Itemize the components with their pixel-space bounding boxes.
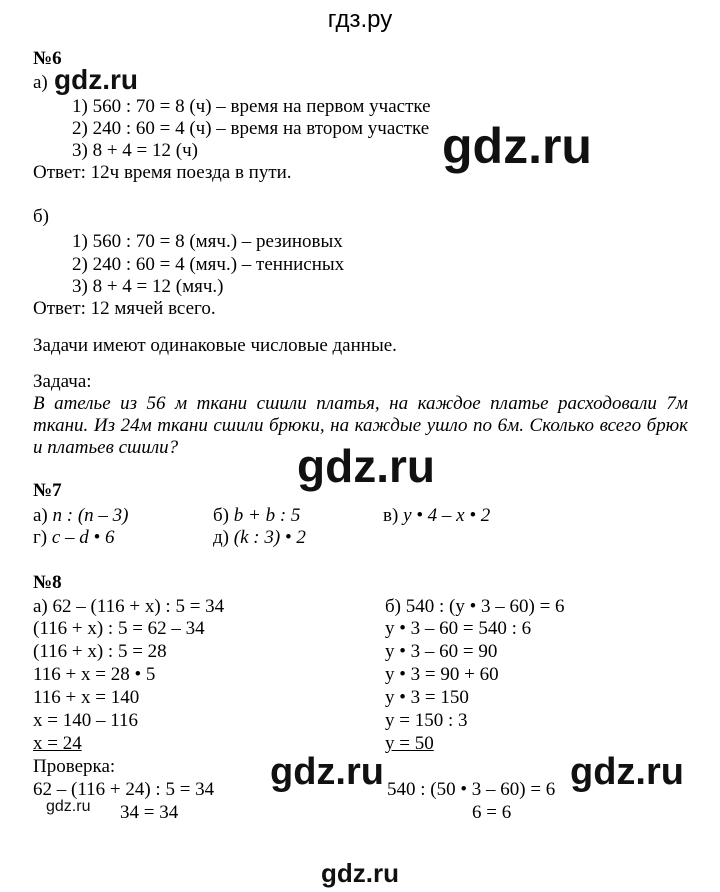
task8-left-line: (116 + x) : 5 = 28 [33, 641, 167, 662]
task7-item-a-expr: n : (n – 3) [52, 505, 129, 526]
watermark: gdz.ru [297, 440, 435, 492]
task6-task-label: Задача: [33, 371, 92, 392]
task8-right-result: y = 50 [385, 733, 434, 754]
task8-right-line: б) 540 : (y • 3 – 60) = 6 [385, 596, 565, 617]
watermark: gdz.ru [442, 118, 592, 174]
task8-right-line: y • 3 – 60 = 540 : 6 [385, 618, 532, 639]
task7-item-a-label: а) [33, 505, 53, 526]
task7-item-v [383, 505, 490, 527]
task8-check-right-result: 6 = 6 [472, 802, 512, 823]
site-header: гдз.ру [327, 6, 393, 33]
task6-b-line-1: 1) 560 : 70 = 8 (мяч.) – резиновых [72, 231, 343, 252]
task6-note: Задачи имеют одинаковые числовые данные. [33, 335, 397, 356]
task8-title: №8 [33, 572, 62, 593]
task6-a-line-2: 2) 240 : 60 = 4 (ч) – время на втором участке [72, 118, 430, 139]
task7-item-d [213, 527, 306, 549]
task7-item-b [213, 505, 300, 527]
task8-left-line: (116 + x) : 5 = 62 – 34 [33, 618, 205, 639]
task8-left-result: x = 24 [33, 733, 82, 754]
watermark: gdz.ru [54, 64, 138, 95]
watermark: gdz.ru [46, 798, 91, 815]
task8-left-line: 116 + x = 28 • 5 [33, 664, 156, 685]
task8-right-line: y • 3 = 150 [385, 687, 469, 708]
task6-b-answer: Ответ: 12 мячей всего. [33, 298, 216, 319]
watermark: gdz.ru [270, 751, 384, 793]
task8-left-line: x = 140 – 116 [33, 710, 139, 731]
task6-title: №6 [33, 48, 62, 69]
task8-left-line: 116 + x = 140 [33, 687, 140, 708]
watermark: gdz.ru [570, 751, 684, 793]
task6-a-answer: Ответ: 12ч время поезда в пути. [33, 162, 292, 183]
task7-item-a [33, 505, 129, 527]
watermark: gdz.ru [321, 858, 399, 888]
task6-b-line-3: 3) 8 + 4 = 12 (мяч.) [72, 276, 224, 297]
task7-item-d-label: д) [213, 527, 234, 548]
task8-check-left-result: 34 = 34 [120, 802, 179, 823]
task8-check-right-line: 540 : (50 • 3 – 60) = 6 [387, 779, 556, 800]
task8-right-line: y • 3 – 60 = 90 [385, 641, 498, 662]
task6-a-line-1: 1) 560 : 70 = 8 (ч) – время на первом участке [72, 96, 431, 117]
task7-item-g-expr: c – d • 6 [51, 527, 115, 548]
task8-right-line: y • 3 = 90 + 60 [385, 664, 499, 685]
task8-check-left-line: 62 – (116 + 24) : 5 = 34 [33, 779, 215, 800]
task7-item-g-label: г) [33, 527, 52, 548]
task6-b-line-2: 2) 240 : 60 = 4 (мяч.) – теннисных [72, 254, 345, 275]
task6-task-text: В ателье из 56 м ткани сшили платья, на каждое платье расходовали 7м ткани. Из 24м ткани сшили брюки, на каждые ушло по 6м. Сколько всего брюк и платьев сшили? [33, 393, 688, 458]
task7-item-b-expr: b + b : 5 [233, 505, 301, 526]
task6-part-a-label: а) [33, 72, 48, 93]
task8-check-label: Проверка: [33, 756, 116, 777]
task8-right-line: y = 150 : 3 [385, 710, 468, 731]
task7-item-g [33, 527, 114, 549]
task6-a-line-3: 3) 8 + 4 = 12 (ч) [72, 140, 198, 161]
task7-item-d-expr: (k : 3) • 2 [233, 527, 306, 548]
task7-title: №7 [33, 480, 62, 501]
task7-item-v-label: в) [383, 505, 404, 526]
task7-item-b-label: б) [213, 505, 234, 526]
task6-part-b-label: б) [33, 206, 49, 227]
task7-item-v-expr: y • 4 – x • 2 [403, 505, 491, 526]
task8-left-line: а) 62 – (116 + x) : 5 = 34 [33, 596, 225, 617]
